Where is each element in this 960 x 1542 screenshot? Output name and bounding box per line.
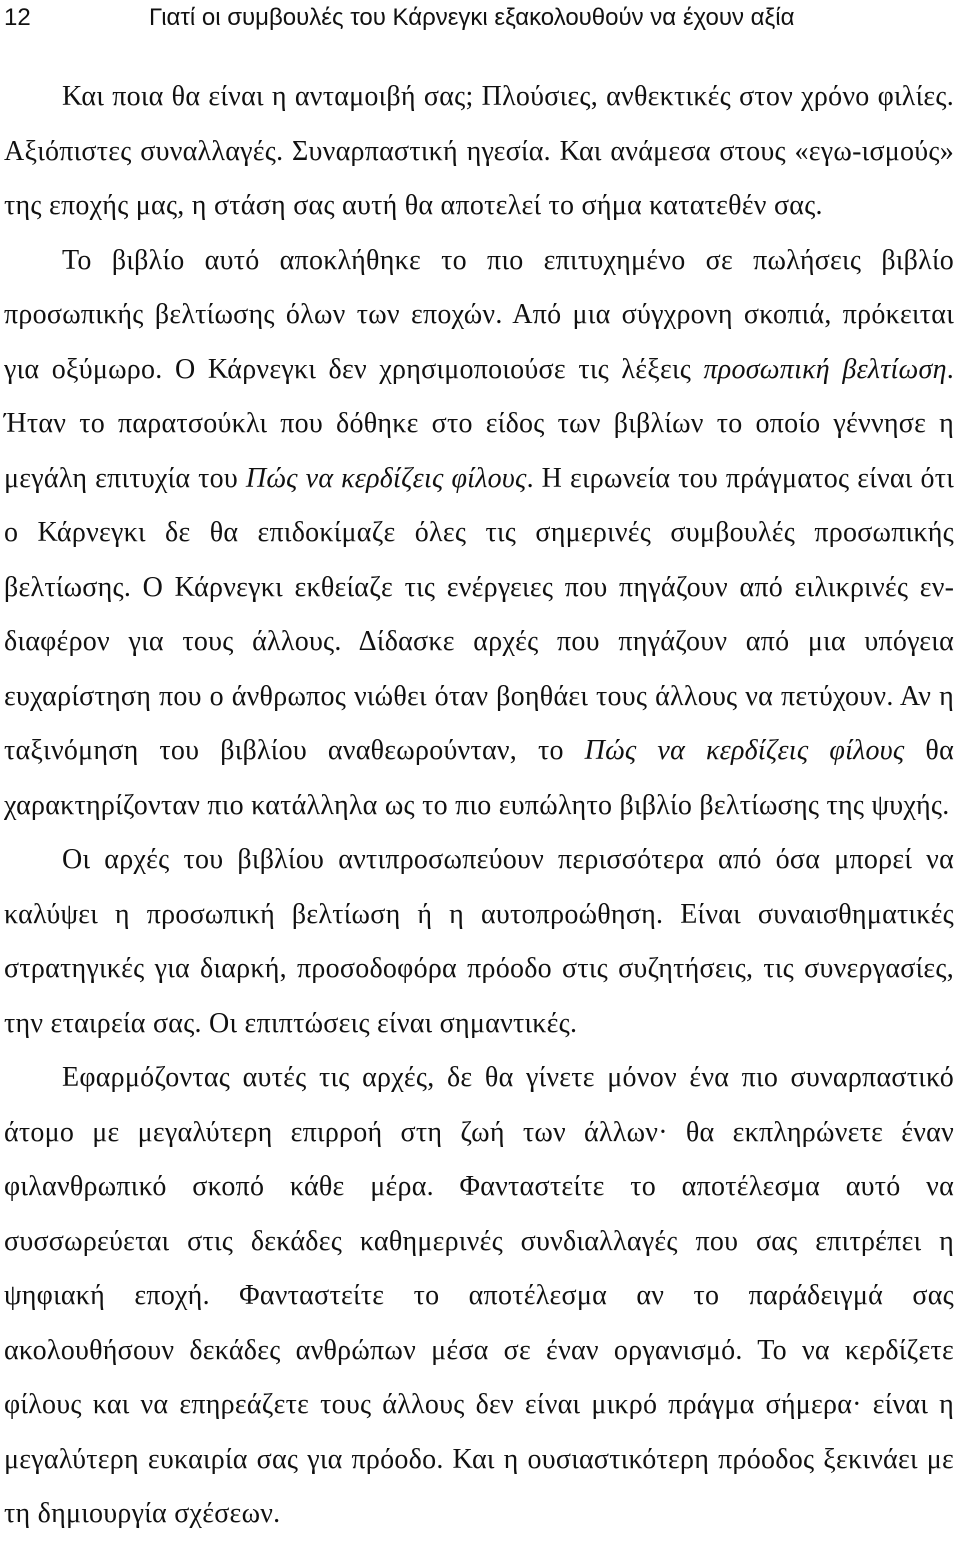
paragraph-applying [4,1051,954,1542]
paragraph-text: Εφαρμόζοντας αυτές τις αρχές, δε θα γίνετε μόνον ένα πιο συναρπαστικό άτομο με μεγαλύτερη επιρροή στη ζωή των άλλων· θα εκπληρώνετε έναν φιλανθρωπικό σκοπό κάθε μέρα. Φανταστείτε το αποτέλεσμα αυτό να συσσωρεύεται στις δεκάδες καθημερινές συνδιαλλαγές που σας επιτρέπει η ψηφιακή εποχή. Φανταστείτε το αποτέλεσμα αν το παράδειγμά σας ακολουθήσουν δεκάδες ανθρώπων μέσα σε έναν οργανισμό. Το να κερδίζετε φίλους και να επηρεάζετε τους άλλους δεν είναι μικρό πράγμα σήμερα· είναι η μεγαλύτερη ευκαιρία σας για πρόοδο. Και η ουσιαστικότερη πρόοδος ξεκινάει με τη δημιουργία σχέσεων. [4,1062,954,1529]
paragraph-text: . Η ειρωνεία του πράγματος είναι ότι ο Κάρνεγκι δε θα επιδοκίμαζε όλες τις σημερινές συμβουλές προσωπικής βελτίωσης. Ο Κάρνεγκι εκθείαζε τις ενέργειες που πηγάζουν από ειλικρινές ενδιαφέρον για τους άλλους. Δίδασκε αρχές που πηγάζουν από μια υπόγεια ευχαρίστηση που ο άνθρωπος νιώθει όταν βοηθάει τους άλλους να πετύχουν. Αν η ταξινόμηση του βιβλίου αναθεωρούνταν, το [4,462,954,766]
paragraph-text: Και ποια θα είναι η ανταμοιβή σας; Πλούσιες, ανθεκτικές στον χρόνο φιλίες. Αξιόπιστες συναλλαγές. Συναρπαστική ηγεσία. Και ανάμεσα στους «εγω-ισμούς» της εποχής μας, η στάση σας αυτή θα αποτελεί το σήμα κατατεθέν σας. [4,81,954,221]
running-header [4,2,954,34]
paragraph-text: . Ήταν το παρατσούκλι που δόθηκε στο είδος των βιβλίων το οποίο γέννησε η μεγάλη επιτυχία του [4,353,955,494]
page-number: 12 [4,4,31,31]
running-title: Γιατί οι συμβουλές του Κάρνεγκι εξακολουθούν να έχουν αξία [149,4,795,31]
italic-phrase: προσωπική βελτίωση [703,353,947,385]
body-text [4,70,954,1542]
paragraph-self-improvement [4,234,954,834]
paragraph-text: θα χαρακτηρίζονταν πιο κατάλληλα ως το πιο ευπώλητο βιβλίο βελτίωσης της ψυχής. [4,735,954,821]
paragraph-principles [4,833,954,1051]
book-title-italic: Πώς να κερδίζεις φίλους [584,735,905,766]
paragraph-text: Το βιβλίο αυτό αποκλήθηκε το πιο επιτυχημένο σε πωλήσεις βιβλίο προσωπικής βελτίωσης όλων των εποχών. Από μια σύγχρονη σκοπιά, πρόκειται για οξύμωρο. Ο Κάρνεγκι δεν χρησιμοποιούσε τις λέξεις [4,244,954,385]
paragraph-text: Οι αρχές του βιβλίου αντιπροσωπεύουν περισσότερα από όσα μπορεί να καλύψει η προσωπική βελτίωση ή η αυτοπροώθηση. Είναι συναισθηματικές στρατηγικές για διαρκή, προσοδοφόρα πρόοδο στις συζητήσεις, τις συνεργασίες, την εταιρεία σας. Οι επιπτώσεις είναι σημαντικές. [4,844,954,1039]
book-title-italic: Πώς να κερδίζεις φίλους [245,462,527,494]
paragraph-reward [4,70,954,234]
